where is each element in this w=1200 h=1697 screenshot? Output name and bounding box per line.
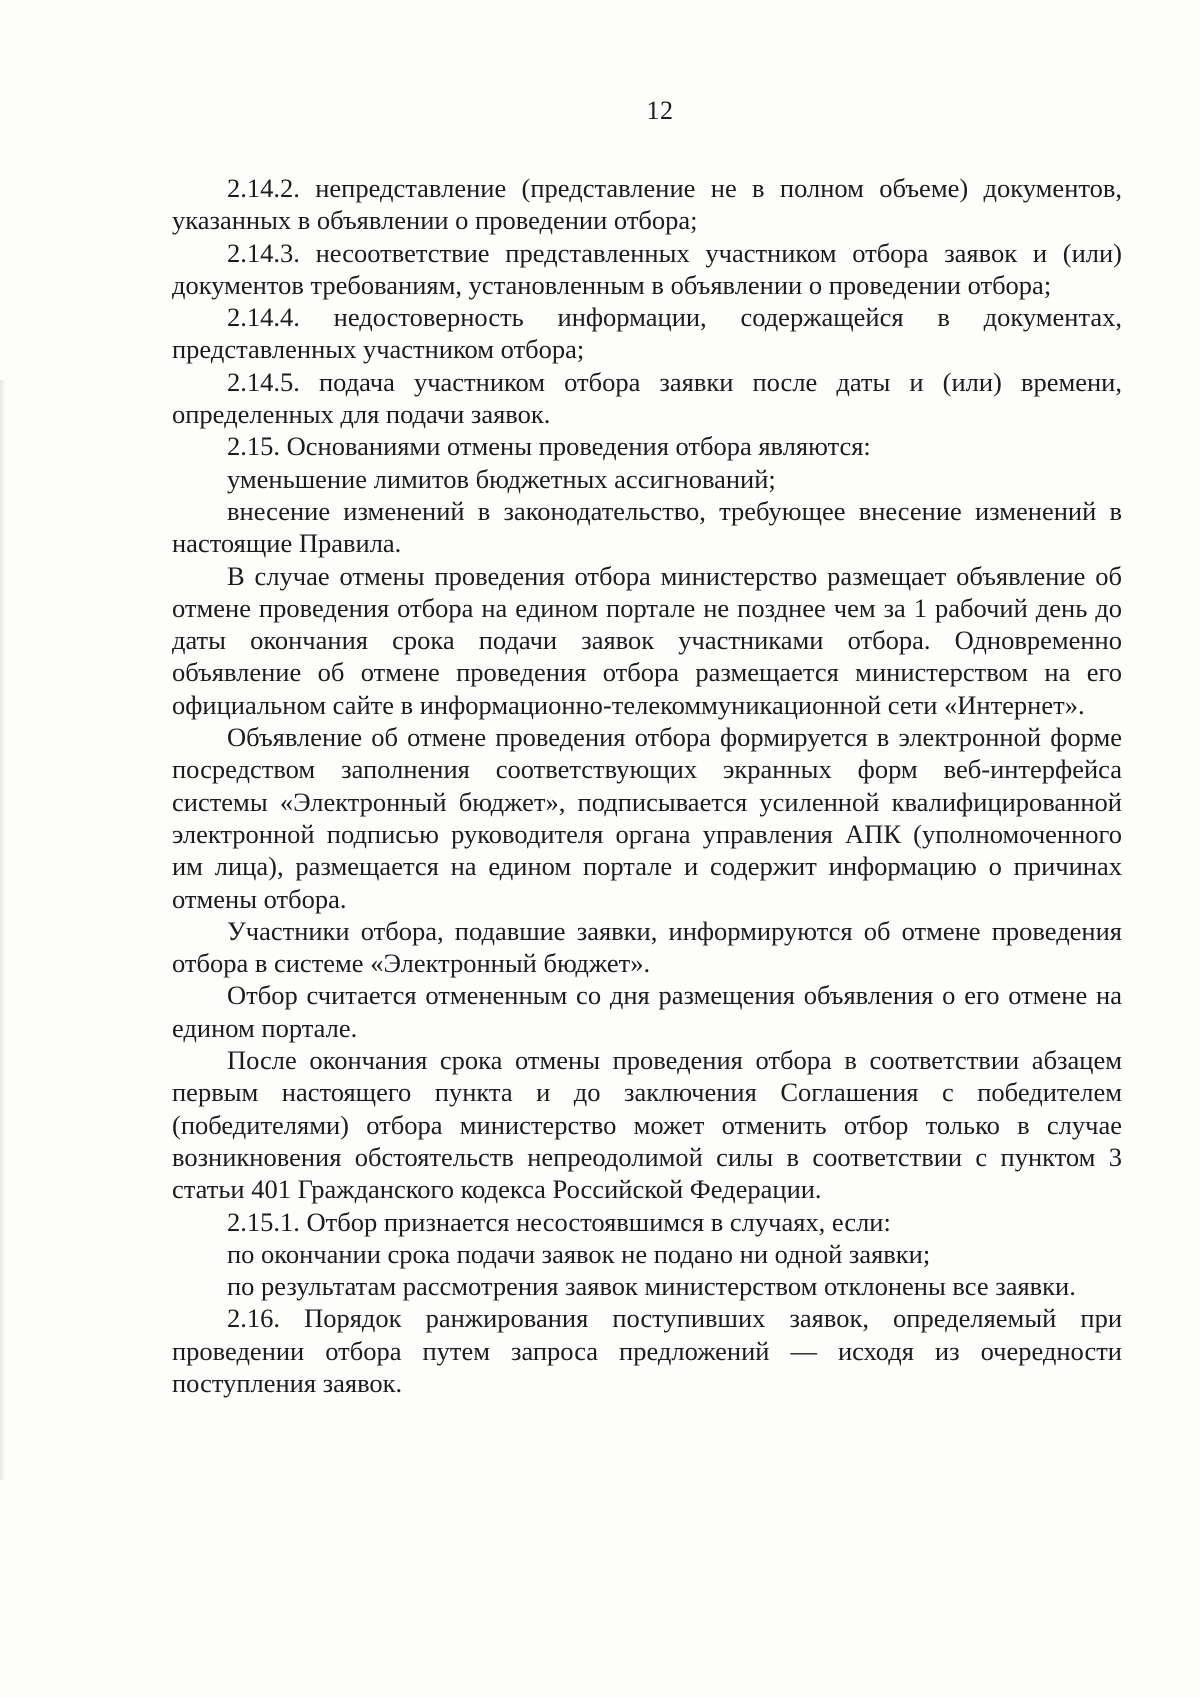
paragraph-2-15: 2.15. Основаниями отмены проведения отбора являются: bbox=[227, 431, 871, 462]
paragraph-force-majeure: После окончания срока отмены проведения отбора в соответствии абзацем первым настоящего пункта и до заключения Соглашения с победителем (победителями) отбора министерство может отменить отбор только в случае возникновения обстоятельств непреодолимой силы в соответствии с пунктом 3 статьи 401 Гражданского кодекса Российской Федерации. bbox=[172, 1045, 1122, 1205]
paragraph-limits: уменьшение лимитов бюджетных ассигнований; bbox=[227, 463, 776, 494]
paragraph-2-14-4: 2.14.4. недостоверность информации, содержащейся в документах, представленных участником отбора; bbox=[172, 302, 1122, 365]
paragraph-2-14-5: 2.14.5. подача участником отбора заявки после даты и (или) времени, определенных для подачи заявок. bbox=[172, 366, 1122, 430]
paragraph-2-16: 2.16. Порядок ранжирования поступивших заявок, определяемый при проведении отбора путем запроса предложений — исходя из очередности поступления заявок. bbox=[172, 1303, 1122, 1398]
paragraph-legislation: внесение изменений в законодательство, требующее внесение изменений в настоящие Правила. bbox=[172, 495, 1122, 559]
paragraph-2-14-3: 2.14.3. несоответствие представленных участником отбора заявок и (или) документов требованиям, установленным в объявлении о проведении отбора; bbox=[172, 237, 1122, 300]
paragraph-all-rejected: по результатам рассмотрения заявок министерством отклонены все заявки. bbox=[227, 1271, 1076, 1302]
scan-shadow bbox=[0, 380, 6, 1480]
page-number: 12 bbox=[646, 96, 674, 125]
paragraph-2-15-1: 2.15.1. Отбор признается несостоявшимся в случаях, если: bbox=[227, 1206, 891, 1237]
paragraph-no-applications: по окончании срока подачи заявок не подано ни одной заявки; bbox=[227, 1238, 931, 1269]
paragraph-cancellation-case: В случае отмены проведения отбора министерство размещает объявление об отмене проведения отбора на едином портале не позднее чем за 1 рабочий день до даты окончания срока подачи заявок участниками отбора. Одновременно объявление об отмене проведения отбора размещается министерством на его официальном сайте в информационно-телекоммуникационной сети «Интернет». bbox=[172, 560, 1122, 720]
paragraph-2-14-2: 2.14.2. непредставление (представление не в полном объеме) документов, указанных в объявлении о проведении отбора; bbox=[172, 173, 1122, 236]
document-body bbox=[172, 172, 1122, 1399]
paragraph-cancellation-notice: Объявление об отмене проведения отбора формируется в электронной форме посредством заполнения соответствующих экранных форм веб-интерфейса системы «Электронный бюджет», подписывается усиленной квалифицированной электронной подписью руководителя органа управления АПК (уполномоченного им лица), размещается на едином портале и содержит информацию о причинах отмены отбора. bbox=[172, 722, 1122, 914]
paragraph-participants-informed: Участники отбора, подавшие заявки, информируются об отмене проведения отбора в системе «Электронный бюджет». bbox=[172, 915, 1122, 979]
paragraph-considered-cancelled: Отбор считается отмененным со дня размещения объявления о его отмене на едином портале. bbox=[172, 980, 1122, 1043]
